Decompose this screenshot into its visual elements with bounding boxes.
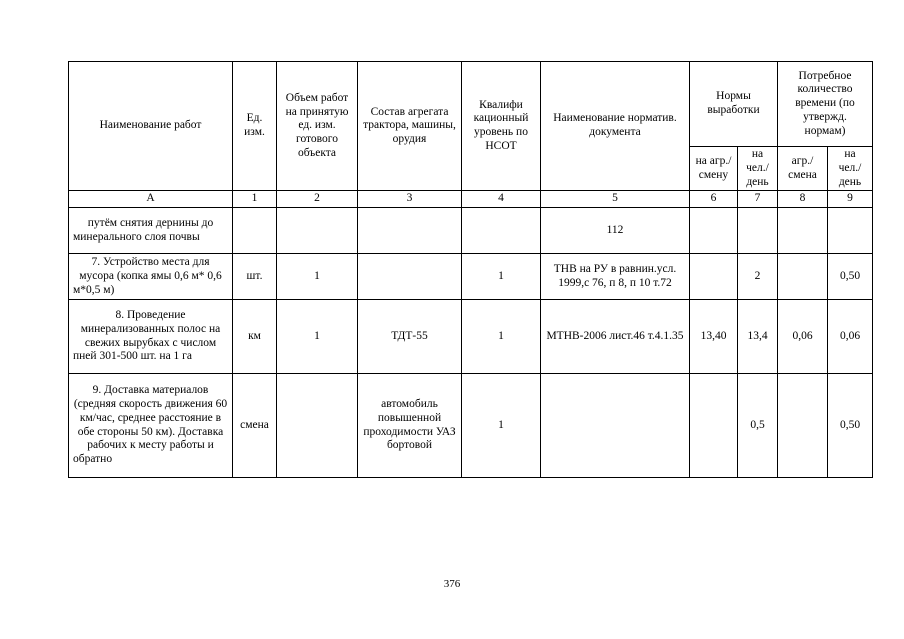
output-unit-shift-cell — [690, 374, 738, 478]
header-unit: Ед. изм. — [233, 62, 277, 191]
document-cell — [541, 374, 690, 478]
header-qualification: Квалифи кационный уровень по НСОТ — [462, 62, 541, 191]
composition-cell — [358, 208, 462, 254]
column-number: 4 — [462, 191, 541, 208]
volume-cell — [277, 208, 358, 254]
document-cell: 112 — [541, 208, 690, 254]
column-number: 7 — [738, 191, 778, 208]
unit-cell: шт. — [233, 254, 277, 300]
output-person-day-cell: 13,4 — [738, 300, 778, 374]
unit-cell: км — [233, 300, 277, 374]
work-name-cell: путём снятия дернины до минерального слоя почвы — [69, 208, 233, 254]
table-row — [69, 208, 873, 254]
header-time-unit-shift: агр./ смена — [778, 147, 828, 191]
qualification-cell: 1 — [462, 300, 541, 374]
column-number: 3 — [358, 191, 462, 208]
composition-cell: ТДТ-55 — [358, 300, 462, 374]
table-row — [69, 254, 873, 300]
composition-cell — [358, 254, 462, 300]
unit-cell: смена — [233, 374, 277, 478]
time-unit-shift-cell — [778, 254, 828, 300]
qualification-cell — [462, 208, 541, 254]
page-number: 376 — [443, 578, 461, 590]
time-person-day-cell — [828, 208, 873, 254]
output-unit-shift-cell: 13,40 — [690, 300, 738, 374]
output-person-day-cell: 0,5 — [738, 374, 778, 478]
header-time-required: Потребное количество времени (по утвержд. нормам) — [778, 62, 873, 147]
norms-table — [68, 61, 873, 478]
output-person-day-cell — [738, 208, 778, 254]
output-person-day-cell: 2 — [738, 254, 778, 300]
work-name-cell: 7. Устройство места для мусора (копка ямы 0,6 м* 0,6 м*0,5 м) — [69, 254, 233, 300]
table-row — [69, 374, 873, 478]
column-number: 6 — [690, 191, 738, 208]
header-work-name: Наименование работ — [69, 62, 233, 191]
document-cell: ТНВ на РУ в равнин.усл. 1999,с 76, п 8, п 10 т.72 — [541, 254, 690, 300]
header-output-per-unit-shift: на агр./ смену — [690, 147, 738, 191]
qualification-cell: 1 — [462, 374, 541, 478]
time-person-day-cell: 0,06 — [828, 300, 873, 374]
volume-cell — [277, 374, 358, 478]
composition-cell: автомобиль повышенной проходимости УАЗ бортовой — [358, 374, 462, 478]
output-unit-shift-cell — [690, 208, 738, 254]
header-volume: Объем работ на принятую ед. изм. готового объекта — [277, 62, 358, 191]
qualification-cell: 1 — [462, 254, 541, 300]
column-number-row — [69, 191, 873, 208]
header-output-norms: Нормы выработки — [690, 62, 778, 147]
time-unit-shift-cell — [778, 374, 828, 478]
column-number: А — [69, 191, 233, 208]
header-unit-composition: Состав агрегата трактора, машины, орудия — [358, 62, 462, 191]
column-number: 1 — [233, 191, 277, 208]
work-name-cell: 9. Доставка материалов (средняя скорость движения 60 км/час, среднее расстояние в обе стороны 50 км). Доставка рабочих к месту работы и обратно — [69, 374, 233, 478]
time-unit-shift-cell: 0,06 — [778, 300, 828, 374]
document-cell: МТНВ-2006 лист.46 т.4.1.35 — [541, 300, 690, 374]
table-row — [69, 300, 873, 374]
time-person-day-cell: 0,50 — [828, 374, 873, 478]
header-time-person-day: на чел./ день — [828, 147, 873, 191]
time-person-day-cell: 0,50 — [828, 254, 873, 300]
column-number: 8 — [778, 191, 828, 208]
column-number: 9 — [828, 191, 873, 208]
volume-cell: 1 — [277, 254, 358, 300]
output-unit-shift-cell — [690, 254, 738, 300]
column-number: 2 — [277, 191, 358, 208]
unit-cell — [233, 208, 277, 254]
volume-cell: 1 — [277, 300, 358, 374]
work-name-cell: 8. Проведение минерализованных полос на свежих вырубках с числом пней 301-500 шт. на 1 га — [69, 300, 233, 374]
column-number: 5 — [541, 191, 690, 208]
header-output-per-person-day: на чел./ день — [738, 147, 778, 191]
header-document: Наименование норматив. документа — [541, 62, 690, 191]
time-unit-shift-cell — [778, 208, 828, 254]
